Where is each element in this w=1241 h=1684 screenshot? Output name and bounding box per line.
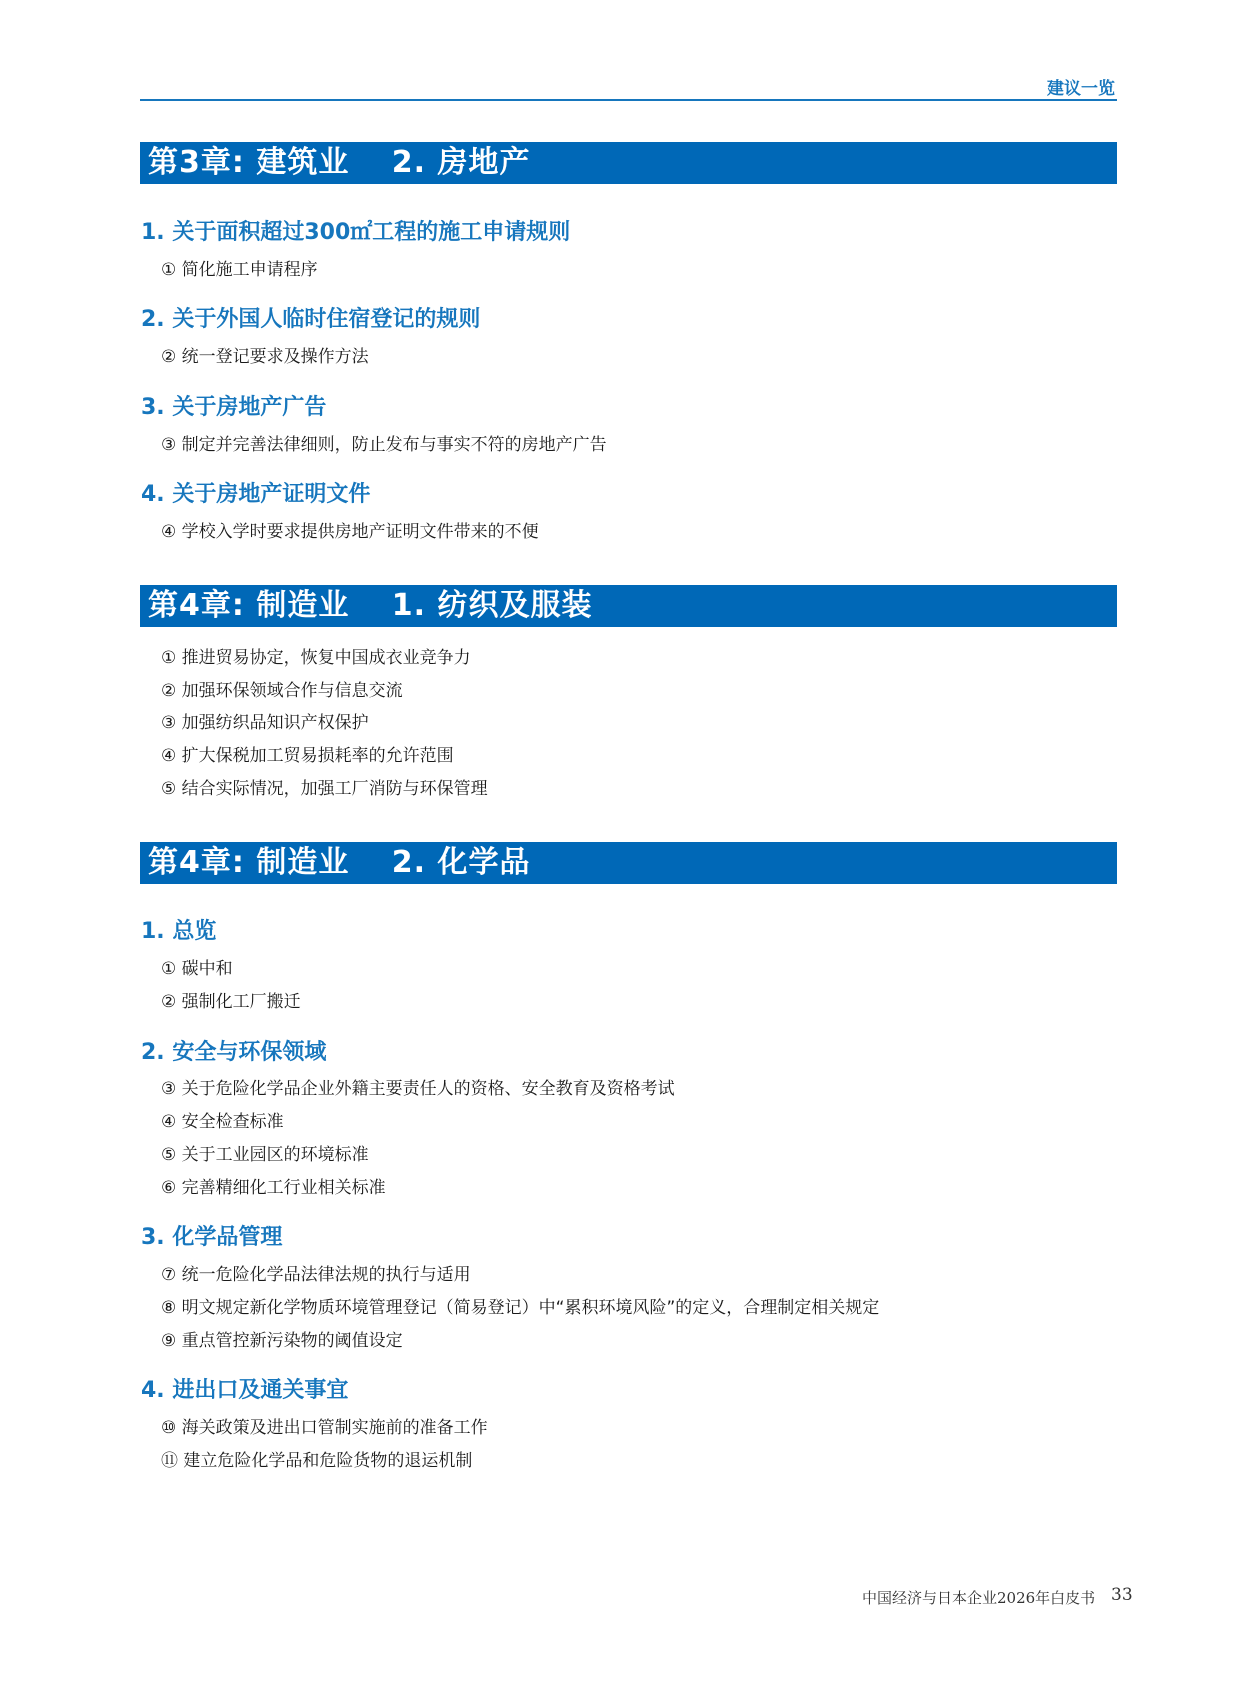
section-heading: 3. 关于房地产广告 [141,395,327,420]
list-item: ④ 扩大保税加工贸易损耗率的允许范围 [161,746,454,766]
list-item: ⑤ 结合实际情况，加强工厂消防与环保管理 [161,779,488,799]
section-heading: 3. 化学品管理 [141,1225,283,1250]
list-item: ⑩ 海关政策及进出口管制实施前的准备工作 [161,1418,488,1438]
chapter-title-construction-real-estate: 第3章: 建筑业 2. 房地产 [140,142,1117,184]
section-heading: 2. 关于外国人临时住宿登记的规则 [141,307,481,332]
list-item: ⑦ 统一危险化学品法律法规的执行与适用 [161,1265,471,1285]
list-item: ⑨ 重点管控新污染物的阈值设定 [161,1331,403,1351]
list-item: ② 统一登记要求及操作方法 [161,347,369,367]
section-heading: 4. 进出口及通关事宜 [141,1378,349,1403]
section-heading: 4. 关于房地产证明文件 [141,482,371,507]
section-heading: 1. 关于面积超过300㎡工程的施工申请规则 [141,220,571,245]
running-header-label: 建议一览 [1047,79,1115,99]
list-item: ⑤ 关于工业园区的环境标准 [161,1145,369,1165]
footer-publication-title: 中国经济与日本企业2026年白皮书 [862,1589,1096,1607]
list-item: ② 加强环保领域合作与信息交流 [161,681,403,701]
list-item: ⑥ 完善精细化工行业相关标准 [161,1178,386,1198]
list-item: ③ 关于危险化学品企业外籍主要责任人的资格、安全教育及资格考试 [161,1079,675,1099]
list-item: ④ 学校入学时要求提供房地产证明文件带来的不便 [161,522,539,542]
list-item: ③ 加强纺织品知识产权保护 [161,713,369,733]
chapter-title-manufacturing-textiles: 第4章: 制造业 1. 纺织及服装 [140,585,1117,627]
list-item: ③ 制定并完善法律细则，防止发布与事实不符的房地产广告 [161,435,607,455]
chapter-title-manufacturing-chemicals: 第4章: 制造业 2. 化学品 [140,842,1117,884]
list-item: ② 强制化工厂搬迁 [161,992,301,1012]
header-divider [140,99,1117,101]
list-item: ① 推进贸易协定，恢复中国成衣业竞争力 [161,648,471,668]
section-heading: 2. 安全与环保领域 [141,1040,327,1065]
list-item: ⑧ 明文规定新化学物质环境管理登记（简易登记）中“累积环境风险”的定义，合理制定相关规定 [161,1298,880,1318]
list-item: ① 简化施工申请程序 [161,260,318,280]
list-item: ① 碳中和 [161,959,233,979]
list-item: ④ 安全检查标准 [161,1112,284,1132]
page-number: 33 [1111,1585,1133,1605]
list-item: ⑪ 建立危险化学品和危险货物的退运机制 [161,1451,473,1471]
section-heading: 1. 总览 [141,919,217,944]
